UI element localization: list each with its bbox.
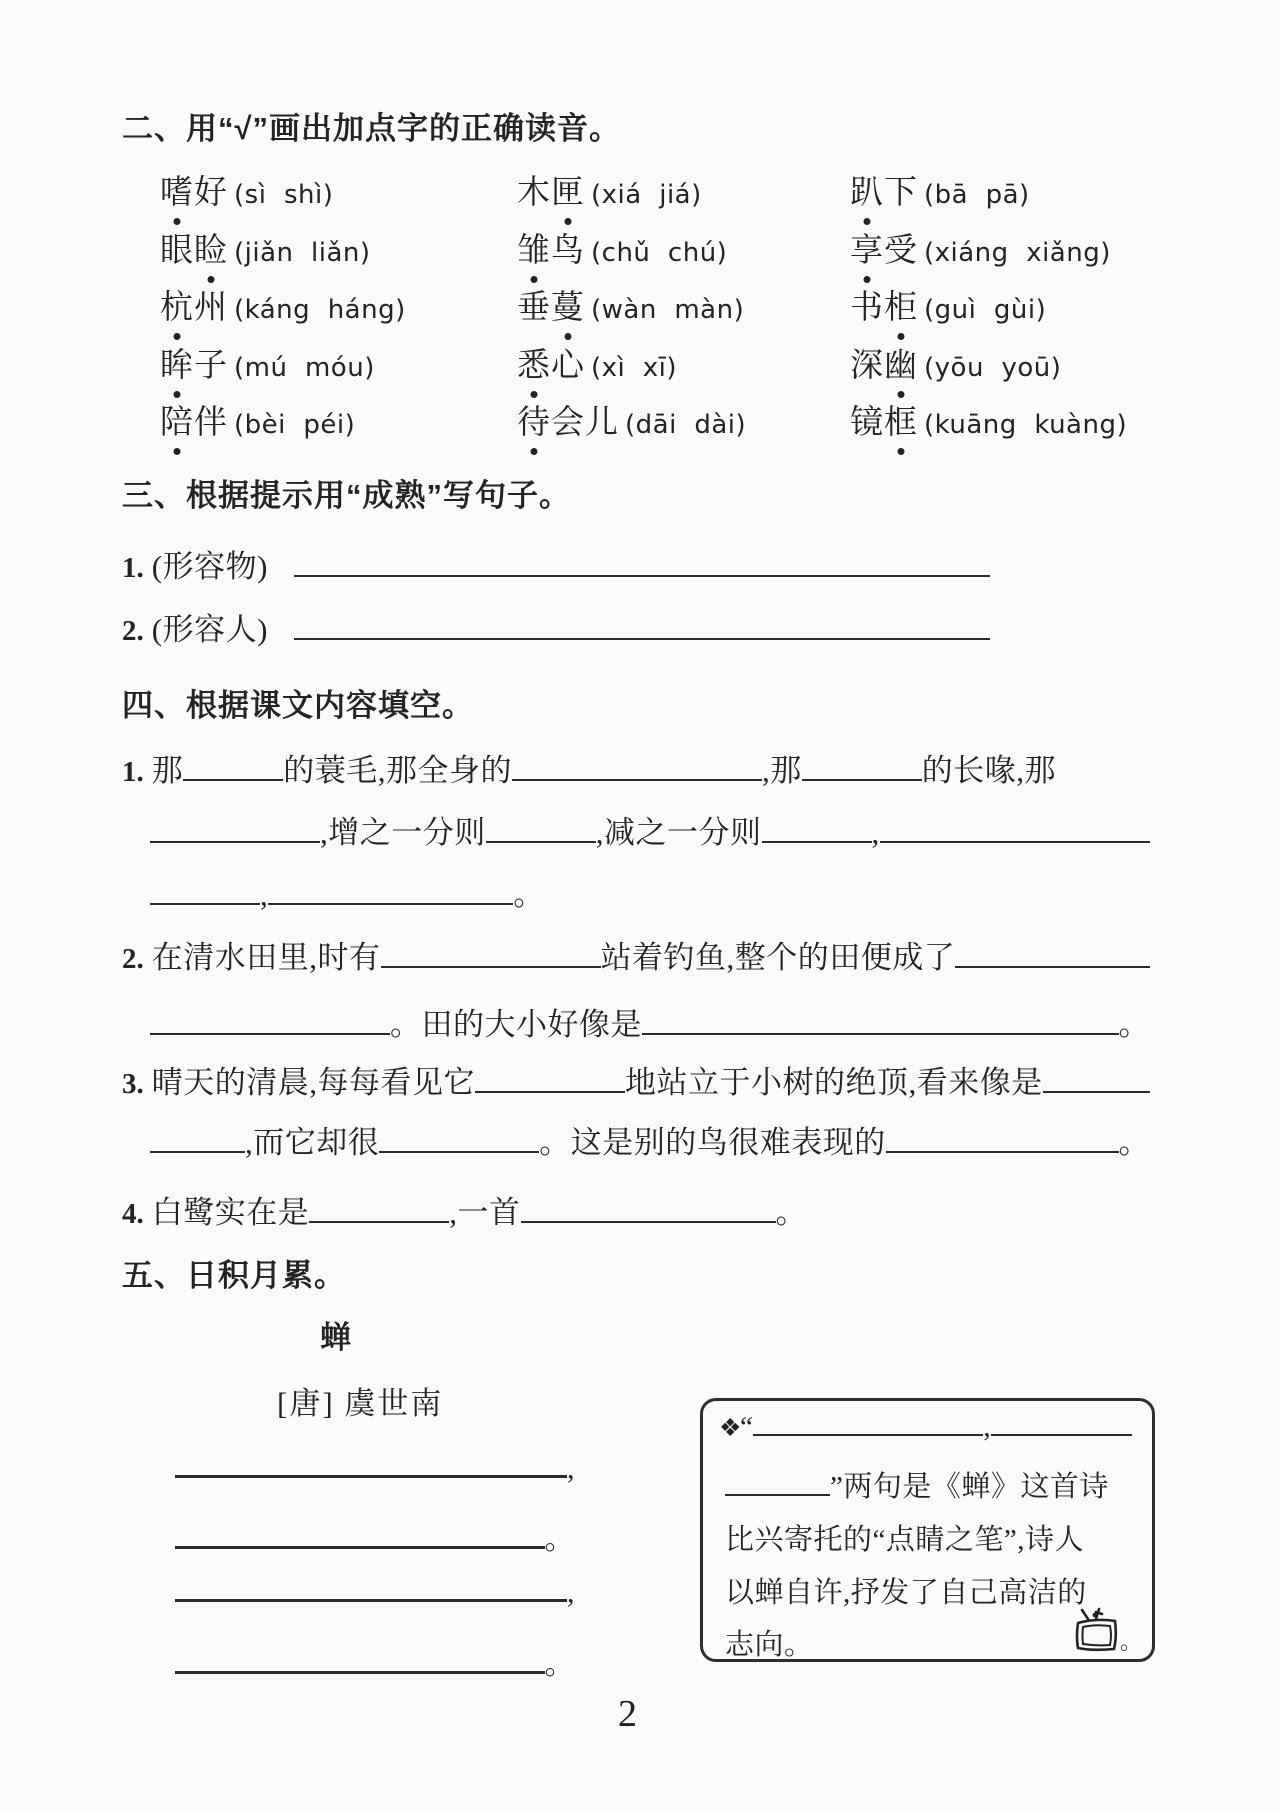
text-run: 晴天的清晨,每每看见它	[151, 1065, 475, 1100]
pinyin-options: (mú móu)	[234, 352, 375, 383]
answer-blank	[175, 1530, 545, 1549]
character: 镜	[850, 405, 884, 441]
character: 眼	[160, 232, 194, 269]
answer-blank	[753, 1418, 983, 1436]
word-characters	[517, 224, 585, 271]
item-number: 3.	[122, 1068, 144, 1100]
dotted-character: 嗜	[160, 166, 194, 213]
dotted-character: 杭	[160, 281, 194, 328]
poem-note-box	[700, 1398, 1155, 1662]
page-number: 2	[618, 1693, 637, 1735]
poem-blank-line	[175, 1514, 575, 1558]
answer-blank	[880, 825, 1150, 843]
pinyin-options: (dāi dài)	[625, 410, 747, 440]
text-run: 。田的大小好像是	[390, 1007, 642, 1042]
answer-blank	[294, 559, 990, 577]
text-run: 白鹭实在是	[151, 1195, 310, 1230]
text-run: 志向。	[725, 1629, 814, 1661]
section-4-heading: 四、根据课文内容填空。	[122, 688, 474, 723]
character: 下	[884, 175, 918, 211]
word-item	[517, 396, 850, 454]
character: 会	[551, 405, 585, 441]
word-item	[160, 339, 517, 397]
text-run: 站着钓鱼,整个的田便成了	[600, 940, 956, 975]
dotted-character: 趴	[850, 166, 884, 213]
poem-blank-line	[175, 1576, 575, 1610]
word-characters	[517, 339, 585, 386]
word-characters	[160, 339, 228, 386]
text-run: ,减之一分则	[595, 815, 762, 850]
dotted-character: 框	[884, 396, 918, 443]
text-run: ”两句是《蝉》这首诗	[830, 1471, 1109, 1503]
character: 子	[194, 347, 228, 384]
word-characters	[517, 281, 585, 328]
word-item	[517, 224, 850, 282]
character: 儿	[585, 405, 619, 441]
text-run: 以蝉自许,抒发了自己高洁的	[725, 1577, 1087, 1609]
text-run: ,	[260, 877, 269, 912]
answer-blank	[512, 763, 762, 781]
word-item	[850, 396, 1160, 454]
sentence-prompt-row	[122, 541, 990, 586]
pinyin-options: (bā pā)	[924, 180, 1030, 210]
answer-blank	[486, 825, 596, 843]
prompt-label: (形容人)	[151, 612, 268, 647]
fill-blank-line	[150, 1117, 1150, 1162]
word-item	[517, 166, 850, 224]
answer-blank	[762, 825, 872, 843]
character: 深	[850, 347, 884, 384]
character: 心	[551, 347, 585, 384]
dotted-character: 睑	[194, 224, 228, 271]
answer-blank	[1043, 1075, 1150, 1093]
word-item	[850, 339, 1160, 397]
text-run: 。这是别的鸟很难表现的	[539, 1125, 886, 1160]
note-box-line	[725, 1517, 1132, 1558]
fill-blank-line	[122, 932, 1150, 977]
note-box-line	[740, 1411, 1132, 1444]
dotted-character: 待	[517, 396, 551, 443]
pinyin-options: (sì shì)	[234, 180, 334, 210]
dotted-character: 雏	[517, 224, 551, 271]
word-characters	[517, 166, 585, 213]
text-run: ,	[983, 1411, 992, 1443]
answer-blank	[183, 763, 283, 781]
text-run: 比兴寄托的“点睛之笔”,诗人	[725, 1524, 1084, 1556]
dotted-character: 蔓	[551, 281, 585, 328]
poem-blank-line	[175, 1639, 575, 1683]
answer-blank	[268, 887, 513, 905]
line-punctuation: ,	[567, 1576, 575, 1609]
answer-blank	[150, 825, 320, 843]
dotted-character: 陪	[160, 396, 194, 443]
dotted-character: 匣	[551, 166, 585, 213]
word-item	[850, 224, 1160, 282]
pinyin-options: (jiǎn liǎn)	[234, 237, 371, 268]
line-punctuation: 。	[544, 1648, 575, 1681]
answer-blank	[521, 1205, 776, 1223]
dotted-character: 悉	[517, 339, 551, 386]
answer-blank	[294, 622, 990, 640]
fill-blank-line	[122, 1187, 1150, 1232]
pinyin-options: (xì xī)	[591, 352, 678, 383]
word-characters	[850, 339, 918, 386]
text-run: “	[740, 1411, 754, 1443]
word-characters	[850, 281, 918, 328]
word-item	[850, 166, 1160, 224]
word-characters	[160, 396, 228, 443]
line-punctuation: ,	[567, 1452, 575, 1485]
text-run: 的蓑毛,那全身的	[283, 753, 512, 788]
answer-blank	[991, 1418, 1132, 1436]
text-run: 的长喙,那	[921, 753, 1056, 788]
fill-blank-line	[150, 807, 1150, 852]
text-run: 。	[775, 1195, 807, 1230]
note-box-line	[725, 1464, 1132, 1505]
text-run: 。	[513, 877, 545, 912]
word-characters	[160, 224, 228, 271]
word-item	[160, 166, 517, 224]
dotted-character: 幽	[884, 339, 918, 386]
word-characters	[160, 166, 228, 213]
answer-blank	[955, 950, 1150, 968]
answer-blank	[309, 1205, 449, 1223]
section-2-heading: 二、用“√”画出加点字的正确读音。	[122, 111, 622, 146]
word-grid	[160, 166, 1160, 454]
answer-blank	[150, 887, 260, 905]
item-number: 1.	[122, 552, 144, 584]
fill-blank-line	[150, 869, 1150, 914]
item-number: 1.	[122, 756, 144, 788]
note-box-line	[725, 1622, 1132, 1663]
answer-blank	[175, 1583, 567, 1602]
character: 木	[517, 175, 551, 211]
sentence-prompt-row	[122, 604, 990, 649]
pinyin-options: (bèi péi)	[234, 410, 356, 440]
answer-blank	[886, 1135, 1119, 1153]
pinyin-options: (xiáng xiǎng)	[924, 237, 1111, 268]
text-run: 在清水田里,时有	[151, 940, 381, 975]
word-characters	[850, 166, 918, 213]
character: 垂	[517, 290, 551, 326]
answer-blank	[381, 950, 601, 968]
text-run: 。	[1118, 1125, 1150, 1160]
pinyin-options: (káng háng)	[234, 295, 406, 325]
answer-blank	[175, 1655, 545, 1674]
word-item	[517, 281, 850, 339]
word-item	[160, 396, 517, 454]
pinyin-options: (wàn màn)	[591, 295, 745, 325]
section-5-heading: 五、日积月累。	[122, 1258, 346, 1293]
answer-blank	[175, 1459, 567, 1478]
word-characters	[850, 396, 918, 443]
poem-title: 蝉	[320, 1320, 351, 1355]
character: 书	[850, 290, 884, 326]
character: 伴	[194, 405, 228, 441]
poem-blank-line	[175, 1452, 575, 1486]
after-tv-period: 。	[1119, 1629, 1142, 1654]
word-item	[850, 281, 1160, 339]
text-run: 那	[151, 753, 184, 788]
pinyin-options: (chǔ chú)	[591, 237, 728, 268]
diamond-bullet-icon: ❖	[719, 1415, 742, 1442]
section-3-heading: 三、根据提示用“成熟”写句子。	[122, 478, 571, 513]
word-item	[160, 281, 517, 339]
line-punctuation: 。	[544, 1523, 575, 1556]
text-run: ,那	[762, 753, 802, 788]
character: 受	[884, 232, 918, 269]
pinyin-options: (yōu yoū)	[924, 352, 1062, 383]
fill-blank-line	[122, 745, 1150, 790]
pinyin-options: (xiá jiá)	[591, 180, 702, 210]
poem-author: [唐] 虞世南	[277, 1386, 444, 1421]
character: 好	[194, 175, 228, 211]
text-run: 地站立于小树的绝顶,看来像是	[625, 1065, 1043, 1100]
word-item	[517, 339, 850, 397]
item-number: 4.	[122, 1198, 144, 1230]
pinyin-options: (guì gùi)	[924, 295, 1047, 325]
answer-blank	[150, 1017, 390, 1035]
text-run: ,而它却很	[245, 1125, 380, 1160]
text-run: ,一首	[449, 1195, 521, 1230]
pinyin-options: (kuāng kuàng)	[924, 410, 1128, 440]
answer-blank	[379, 1135, 539, 1153]
prompt-label: (形容物)	[151, 549, 268, 584]
answer-blank	[642, 1017, 1119, 1035]
character: 州	[194, 290, 228, 326]
fill-blank-line	[122, 1057, 1150, 1102]
answer-blank	[150, 1135, 245, 1153]
text-run: ,增之一分则	[320, 815, 486, 850]
word-characters	[850, 224, 918, 271]
fill-blank-line	[150, 999, 1150, 1044]
answer-blank	[475, 1075, 625, 1093]
dotted-character: 享	[850, 224, 884, 271]
text-run: ,	[871, 815, 880, 850]
item-number: 2.	[122, 615, 144, 647]
dotted-character: 眸	[160, 339, 194, 386]
character: 鸟	[551, 232, 585, 269]
word-item	[160, 224, 517, 282]
word-characters	[517, 396, 619, 443]
dotted-character: 柜	[884, 281, 918, 328]
text-run: 。	[1118, 1007, 1150, 1042]
answer-blank	[725, 1478, 830, 1496]
word-characters	[160, 281, 228, 328]
item-number: 2.	[122, 943, 144, 975]
note-box-line	[725, 1570, 1132, 1611]
answer-blank	[802, 763, 922, 781]
